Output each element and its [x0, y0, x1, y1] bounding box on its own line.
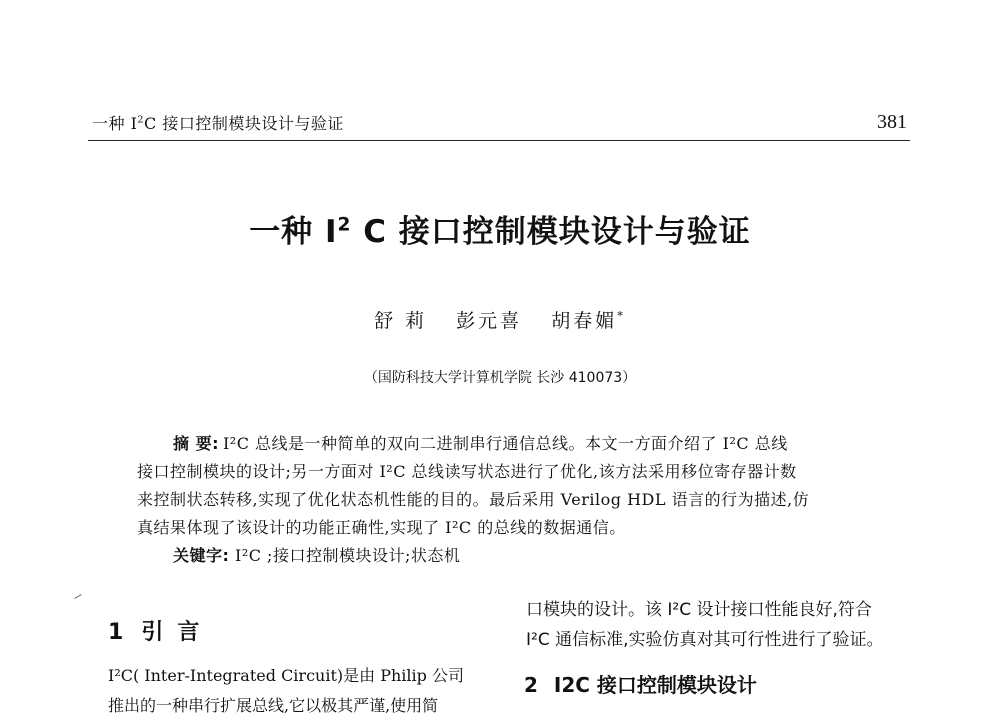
page-number: 381	[877, 111, 907, 133]
paper-title	[0, 206, 1000, 251]
title-superscript: 2	[337, 214, 352, 236]
section-number: 2	[524, 673, 538, 697]
author-name: 彭元喜	[456, 310, 523, 332]
introduction-paragraph	[108, 661, 488, 721]
abstract-line: 真结果体现了该设计的功能正确性,实现了 I²C 的总线的数据通信。	[137, 518, 626, 537]
running-head-title: 一种 I	[92, 114, 138, 133]
section-heading-design	[524, 669, 757, 698]
abstract-label: 摘 要:	[173, 434, 219, 453]
affiliation: （国防科技大学计算机学院 长沙 410073）	[363, 370, 637, 386]
keywords-label: 关键字:	[173, 546, 230, 565]
running-head-title-rest: C 接口控制模块设计与验证	[144, 114, 344, 133]
section-heading-introduction	[108, 615, 213, 646]
paragraph-line: 推出的一种串行扩展总线,它以极其严谨,使用简	[108, 696, 439, 715]
abstract-text: I²C 总线是一种简单的双向二进制串行通信总线。本文一方面介绍了 I²C 总线	[222, 434, 788, 453]
author-name	[551, 310, 626, 332]
section-number: 1	[108, 620, 124, 645]
author-name-text: 胡春媚	[551, 310, 618, 332]
paragraph-line: 口模块的设计。该 I²C 设计接口性能良好,符合	[526, 600, 872, 620]
corresponding-author-mark: *	[617, 308, 626, 323]
paragraph-line: I²C( Inter-Integrated Circuit)是由 Philip 公司	[108, 666, 464, 685]
author-name: 舒 莉	[374, 310, 428, 332]
header-rule	[88, 140, 910, 141]
paragraph-line: I²C 通信标准,实验仿真对其可行性进行了验证。	[526, 630, 884, 650]
keywords	[137, 542, 877, 570]
right-column-paragraph	[526, 595, 916, 655]
running-head-superscript: 2	[137, 114, 145, 126]
abstract-line	[137, 430, 877, 458]
abstract-line: 接口控制模块的设计;另一方面对 I²C 总线读写状态进行了优化,该方法采用移位寄存器计数	[137, 462, 797, 481]
author-list	[0, 306, 1000, 333]
title-part-1: 一种 I	[249, 214, 338, 250]
abstract	[137, 430, 877, 570]
title-part-2: C 接口控制模块设计与验证	[351, 214, 751, 250]
abstract-line: 来控制状态转移,实现了优化状态机性能的目的。最后采用 Verilog HDL 语言的行为描述,仿	[137, 490, 810, 509]
keywords-text: I²C ;接口控制模块设计;状态机	[229, 546, 461, 565]
section-title: I2C 接口控制模块设计	[553, 673, 757, 697]
section-title: 引言	[141, 620, 214, 645]
running-head	[92, 111, 344, 134]
scan-artifact	[74, 594, 81, 599]
